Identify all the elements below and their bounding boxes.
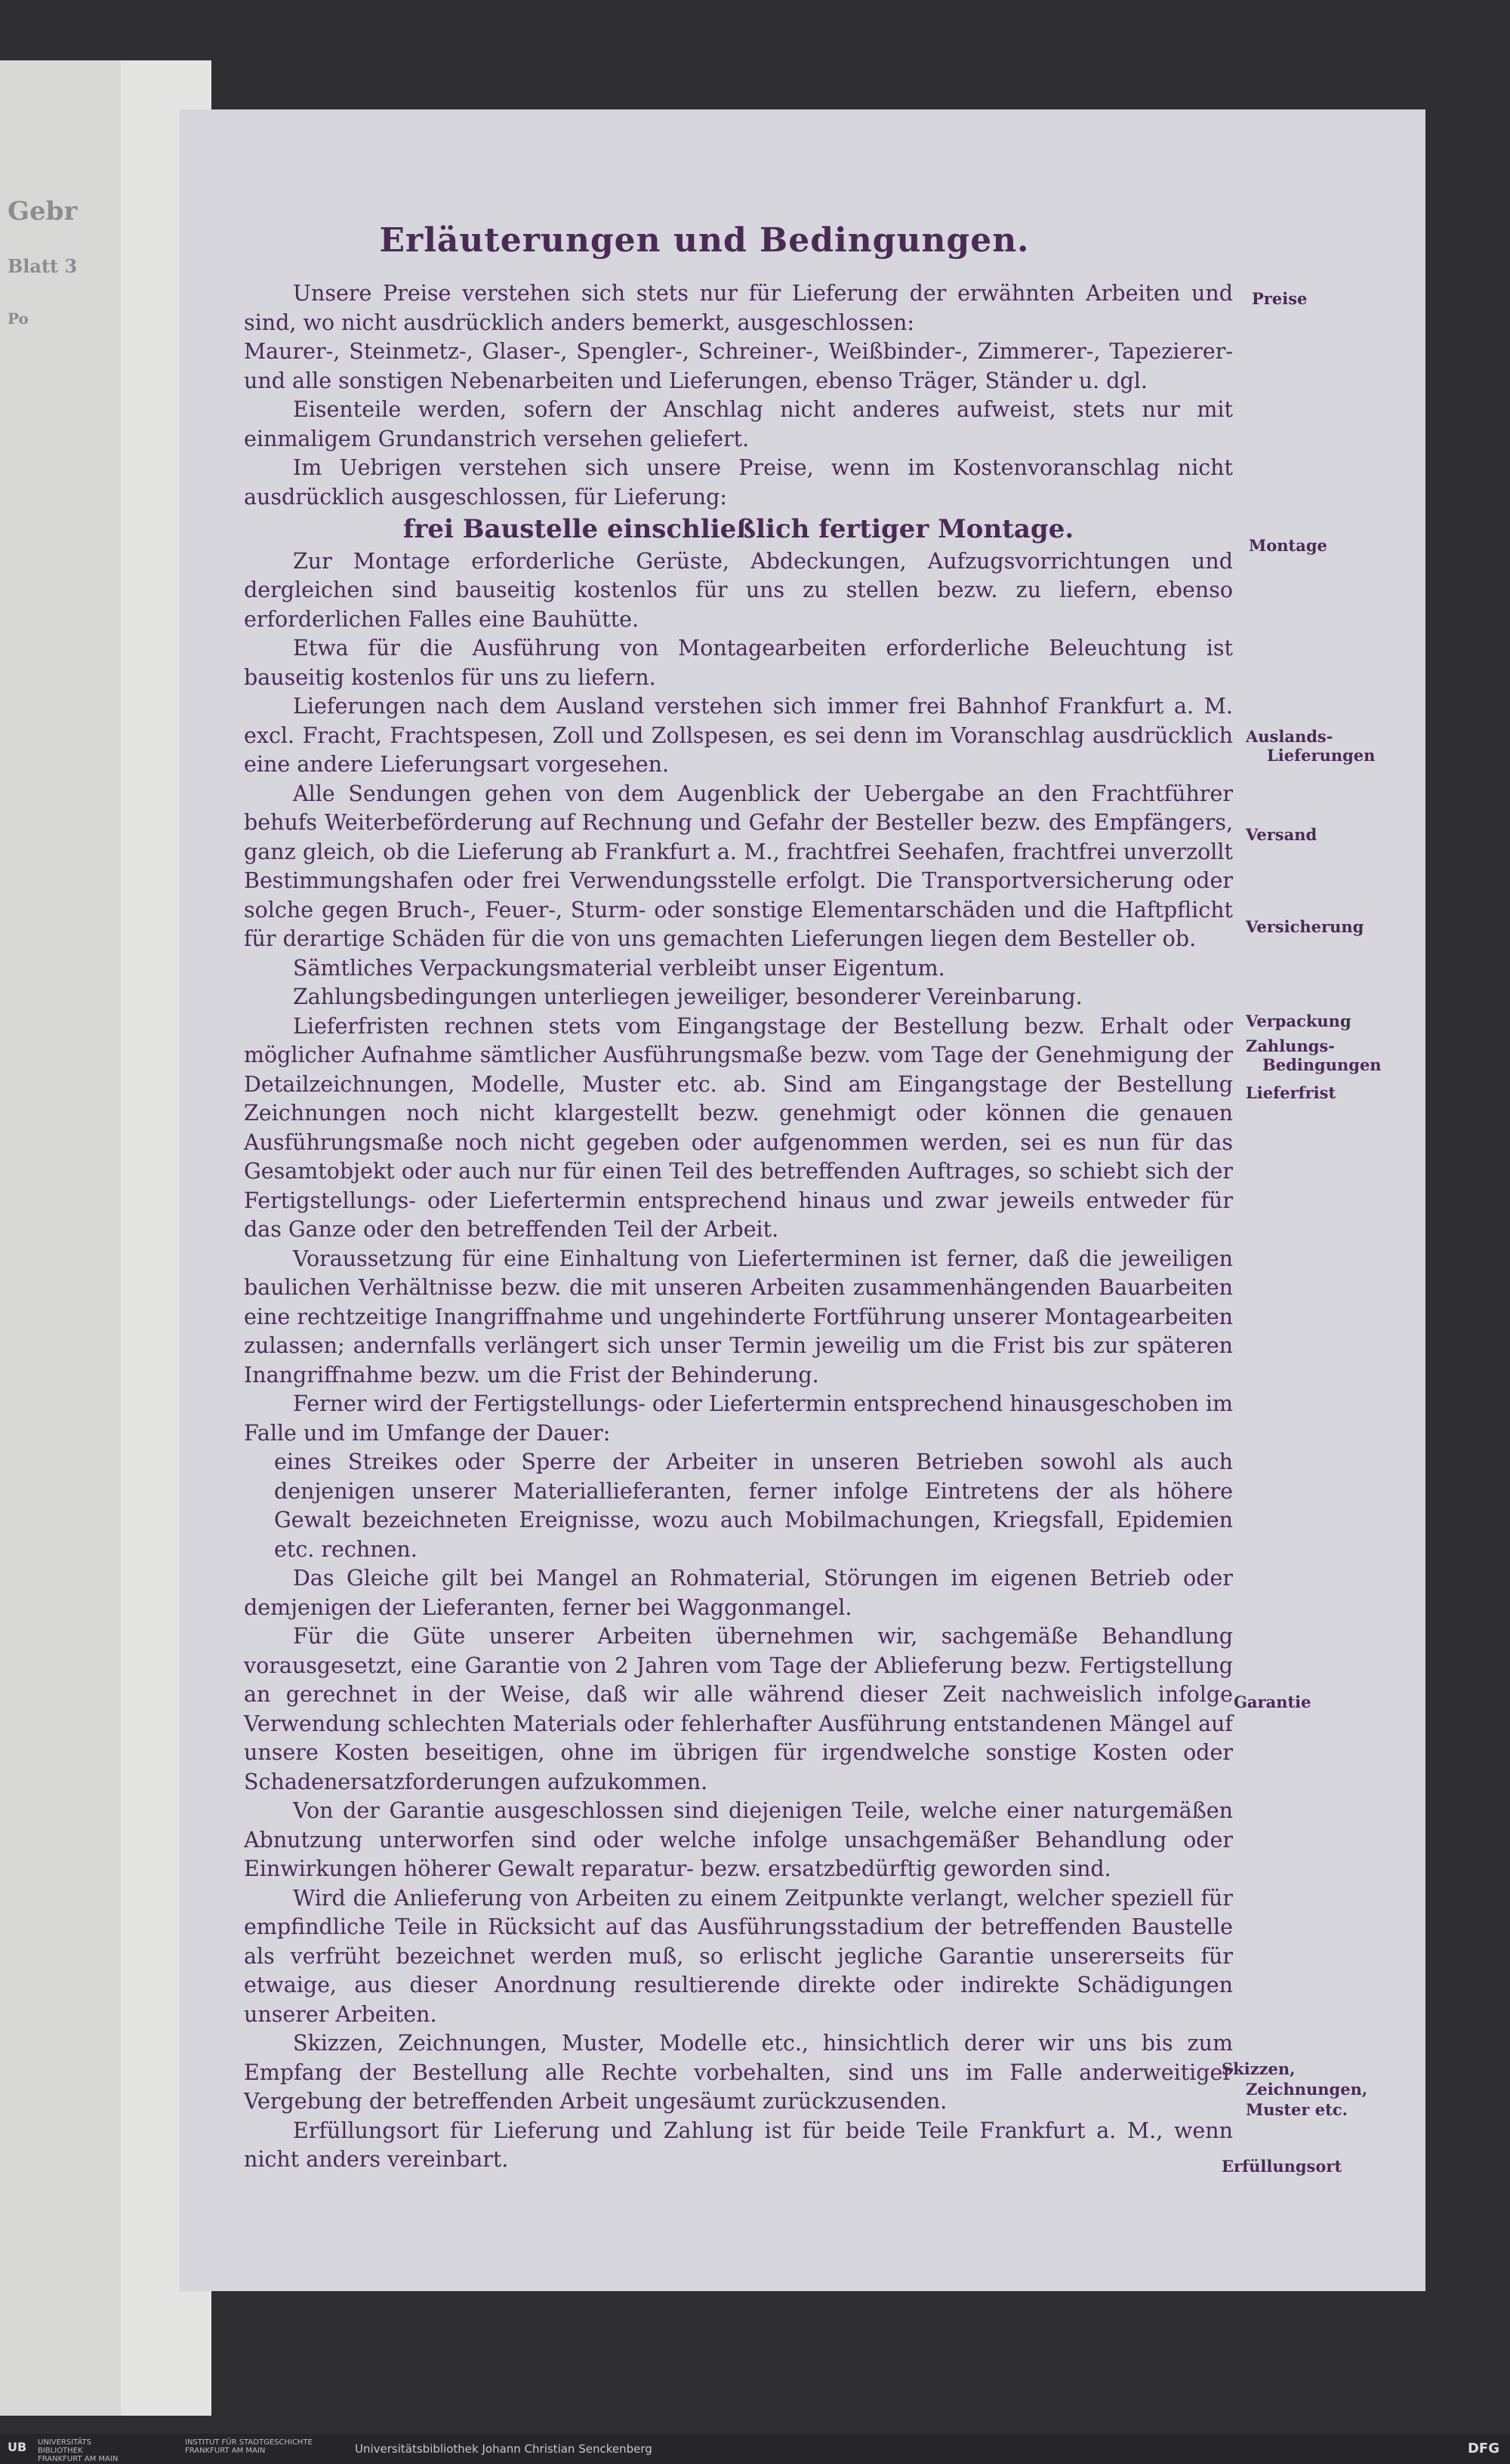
margin-note-skizzen: Zeichnungen, <box>1246 2080 1368 2099</box>
dfg-logo: DFG <box>1467 2441 1499 2456</box>
margin-note-zahlungs: Zahlungs- <box>1246 1036 1335 1055</box>
margin-note-versicherung: Versicherung <box>1246 917 1364 936</box>
margin-note-preise: Preise <box>1252 289 1308 308</box>
paragraph: Sämtliches Verpackungsmaterial verbleibt unser Eigentum. <box>293 955 945 981</box>
margin-note-lieferfrist: Lieferfrist <box>1246 1083 1336 1102</box>
paragraph: Für die Güte unserer Arbeiten übernehmen wir, sachgemäße Behandlung vorausgesetzt, eine Garantie von 2 Jahren vom Tage der Ablieferung bezw. Fertigstellung an gerechnet in der Weise, daß wir alle während dieser Zeit nachweislich infolge Verwendung schlechten Materials oder fehlerhafter Ausführung entstandenen Mängel auf unsere Kosten beseitigen, ohne im übrigen für irgendwelche sonstige Kosten oder Schadenersatzforderungen aufzukommen. <box>244 1624 1233 1794</box>
paragraph: Skizzen, Zeichnungen, Muster, Modelle etc., hinsichtlich derer wir uns bis zum Empfang der Bestellung alle Rechte vorbehalten, sind uns im Falle anderweitiger Vergebung der betreffenden Arbeit ungesäumt zurückzusenden. <box>244 2031 1233 2114</box>
margin-note-montage: Montage <box>1249 536 1327 555</box>
margin-note-garantie: Garantie <box>1234 1692 1311 1711</box>
margin-note-erfuellungsort: Erfüllungsort <box>1222 2157 1342 2176</box>
backing-text-fragment: Po <box>8 310 29 328</box>
paragraph: Erfüllungsort für Lieferung und Zahlung ist für beide Teile Frankfurt a. M., wenn nicht anders vereinbart. <box>244 2118 1233 2172</box>
margin-note-auslands: Lieferungen <box>1267 746 1376 765</box>
backing-sheet <box>0 60 128 2416</box>
document-body <box>244 279 1233 2175</box>
page-title: Erläuterungen und Bedingungen. <box>379 221 1030 260</box>
margin-note-skizzen: Muster etc. <box>1246 2100 1348 2119</box>
paragraph: Eisenteile werden, sofern der Anschlag nicht anderes aufweist, stets nur mit einmaligem Grundanstrich versehen geliefert. <box>244 397 1233 451</box>
backing-text-fragment: Blatt 3 <box>8 255 78 277</box>
viewer-footer <box>0 2434 1510 2464</box>
margin-note-zahlungs: Bedingungen <box>1262 1055 1382 1074</box>
margin-note-versand: Versand <box>1246 825 1317 844</box>
paragraph: Lieferfristen rechnen stets vom Eingangstage der Bestellung bezw. Erhalt oder möglicher Aufnahme sämtlicher Ausführungsmaße bezw. vom Tage der Genehmigung der Detailzeichnungen, Modelle, Muster etc. ab. Sind am Eingangstage der Bestellung Zeichnungen noch nicht klargestellt bezw. genehmigt oder können die genauen Ausführungsmaße noch nicht gegeben oder aufgenommen werden, sei es nun für das Gesamtobjekt oder auch nur für einen Teil des betreffenden Auftrages, so schiebt sich der Fertigstellungs- oder Liefertermin entsprechend hinaus und zwar jeweils entweder für das Ganze oder den betreffenden Teil der Arbeit. <box>244 1013 1233 1242</box>
library-name: Universitätsbibliothek Johann Christian Senckenberg <box>355 2442 652 2456</box>
ub-logo-caption: UNIVERSITÄTS BIBLIOTHEK FRANKFURT AM MAIN <box>38 2438 119 2463</box>
paragraph: Alle Sendungen gehen von dem Augenblick der Uebergabe an den Frachtführer behufs Weiterbeförderung auf Rechnung und Gefahr der Besteller bezw. des Empfängers, ganz gleich, ob die Lieferung ab Frankfurt a. M., frachtfrei Seehafen, frachtfrei unverzollt Bestimmungshafen oder frei Verwendungsstelle erfolgt. Die Transportversicherung oder solche gegen Bruch-, Feuer-, Sturm- oder sonstige Elementarschäden und die Haftpflicht für derartige Schäden für die von uns gemachten Lieferungen liegen dem Besteller ob. <box>244 781 1233 951</box>
institute-logo: INSTITUT FÜR STADTGESCHICHTE FRANKFURT AM MAIN <box>185 2438 313 2455</box>
paragraph: Lieferungen nach dem Ausland verstehen sich immer frei Bahnhof Frankfurt a. M. excl. Fracht, Frachtspesen, Zoll und Zollspesen, es sei denn im Voranschlag ausdrücklich eine andere Lieferungsart vorgesehen. <box>244 694 1233 777</box>
paragraph: eines Streikes oder Sperre der Arbeiter in unseren Betrieben sowohl als auch denjenigen unserer Materiallieferanten, ferner infolge Eintretens der als höhere Gewalt bezeichneten Ereignisse, wozu auch Mobilmachungen, Kriegsfall, Epidemien etc. rechnen. <box>274 1449 1233 1562</box>
margin-note-skizzen: Skizzen, <box>1222 2059 1296 2078</box>
highlighted-condition: frei Baustelle einschließlich fertiger Montage. <box>402 514 1074 544</box>
paragraph: Voraussetzung für eine Einhaltung von Lieferterminen ist ferner, daß die jeweiligen baulichen Verhältnisse bezw. die mit unseren Arbeiten zusammenhängenden Bauarbeiten eine rechtzeitige Inangriffnahme und ungehinderte Fortführung unserer Montagearbeiten zulassen; andernfalls verlängert sich unser Termin jeweilig um die Frist bis zur späteren Inangriffnahme bezw. um die Frist der Behinderung. <box>244 1246 1233 1388</box>
paragraph: Unsere Preise verstehen sich stets nur für Lieferung der erwähnten Arbeiten und sind, wo nicht ausdrücklich anders bemerkt, ausgeschlossen: <box>244 281 1233 335</box>
paragraph: Zur Montage erforderliche Gerüste, Abdeckungen, Aufzugsvorrichtungen und dergleichen sind bauseitig kostenlos für uns zu stellen bezw. zu liefern, ebenso erforderlichen Falles eine Bauhütte. <box>244 548 1233 632</box>
margin-note-verpackung: Verpackung <box>1246 1012 1351 1030</box>
paragraph: Das Gleiche gilt bei Mangel an Rohmaterial, Störungen im eigenen Betrieb oder demjenigen der Lieferanten, ferner bei Waggonmangel. <box>244 1566 1233 1620</box>
paragraph: Ferner wird der Fertigstellungs- oder Liefertermin entsprechend hinausgeschoben im Falle und im Umfange der Dauer: <box>244 1391 1233 1446</box>
backing-text-fragment: Gebr <box>8 196 78 226</box>
paragraph: Maurer-, Steinmetz-, Glaser-, Spengler-, Schreiner-, Weißbinder-, Zimmerer-, Tapezierer- und alle sonstigen Nebenarbeiten und Lieferungen, ebenso Träger, Ständer u. dgl. <box>244 339 1233 393</box>
paragraph: Wird die Anlieferung von Arbeiten zu einem Zeitpunkte verlangt, welcher speziell für empfindliche Teile in Rücksicht auf das Ausführungsstadium der betreffenden Baustelle als verfrüht bezeichnet werden muß, so erlischt jegliche Garantie unsererseits für etwaige, aus dieser Anordnung resultierende direkte oder indirekte Schädigungen unserer Arbeiten. <box>244 1885 1233 2027</box>
ub-logo: UB <box>8 2440 27 2454</box>
paragraph: Von der Garantie ausgeschlossen sind diejenigen Teile, welche einer naturgemäßen Abnutzung unterworfen sind oder welche infolge unsachgemäßer Behandlung oder Einwirkungen höherer Gewalt reparatur- bezw. ersatzbedürftig geworden sind. <box>244 1798 1233 1881</box>
document-page <box>180 109 1425 2291</box>
paragraph: Etwa für die Ausführung von Montagearbeiten erforderliche Beleuchtung ist bauseitig kostenlos für uns zu liefern. <box>244 636 1233 690</box>
margin-note-auslands: Auslands- <box>1246 727 1333 746</box>
paragraph: Im Uebrigen verstehen sich unsere Preise, wenn im Kostenvoranschlag nicht ausdrücklich ausgeschlossen, für Lieferung: <box>244 455 1233 510</box>
paragraph: Zahlungsbedingungen unterliegen jeweiliger, besonderer Vereinbarung. <box>293 984 1083 1009</box>
